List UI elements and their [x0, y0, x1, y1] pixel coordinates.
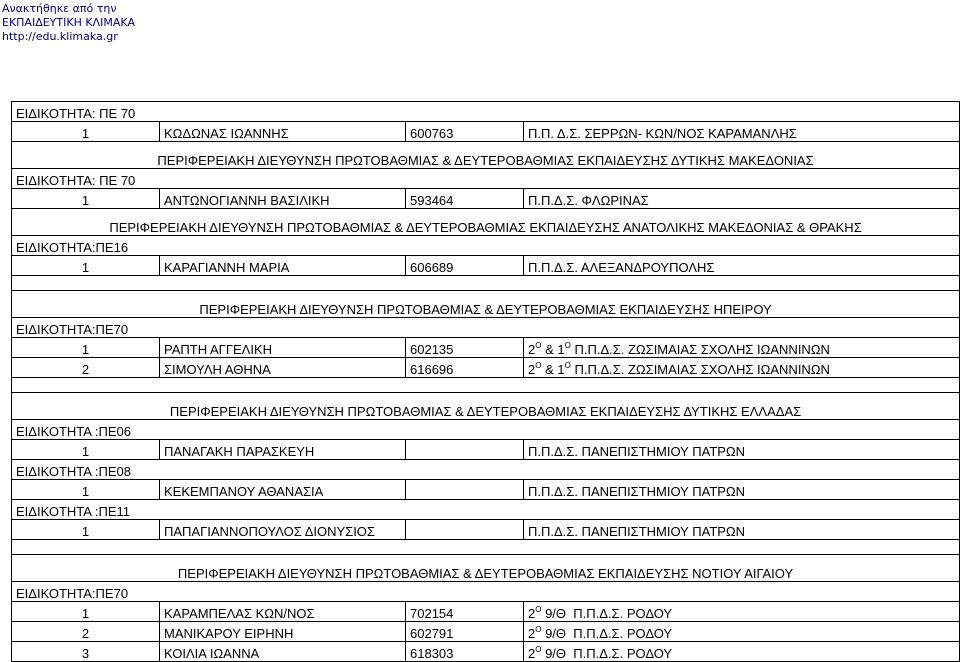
watermark-line-2: ΕΚΠΑΙΔΕΥΤΙΚΗ ΚΛΙΜΑΚΑ — [2, 16, 136, 29]
school-name: Π.Π.Δ.Σ. ΦΛΩΡΙΝΑΣ — [524, 189, 960, 209]
school-name: Π.Π. Δ.Σ. ΣΕΡΡΩΝ- ΚΩΝ/ΝΟΣ ΚΑΡΑΜΑΝΛΗΣ — [524, 122, 960, 142]
school-name: $2^O$ 9/Θ Π.Π.Δ.Σ. ΡΟΔΟΥ — [524, 622, 960, 642]
specialty-row — [12, 582, 960, 602]
row-number: 1 — [12, 480, 160, 500]
source-watermark — [2, 2, 135, 44]
school-name: Π.Π.Δ.Σ. ΠΑΝΕΠΙΣΤΗΜΙΟΥ ΠΑΤΡΩΝ — [524, 520, 960, 540]
row-number: 1 — [12, 189, 160, 209]
specialty-label: ΕΙΔΙΚΟΤΗΤΑ: ΠΕ 70 — [12, 169, 960, 189]
watermark-line-3[interactable]: http://edu.klimaka.gr — [2, 30, 118, 43]
table-row — [12, 338, 960, 358]
teacher-name: ΚΑΡΑΓΙΑΝΝΗ ΜΑΡΙΑ — [160, 256, 406, 276]
school-name: Π.Π.Δ.Σ. ΠΑΝΕΠΙΣΤΗΜΙΟΥ ΠΑΤΡΩΝ — [524, 480, 960, 500]
table-row — [12, 358, 960, 378]
region-row — [12, 142, 960, 169]
teacher-name: ΚΩΔΩΝΑΣ ΙΩΑΝΝΗΣ — [160, 122, 406, 142]
table-row — [12, 480, 960, 500]
region-row — [12, 209, 960, 236]
teacher-name: ΣΙΜΟΥΛΗ ΑΘΗΝΑ — [160, 358, 406, 378]
registry-code — [406, 520, 524, 540]
blank-row — [12, 276, 960, 291]
table-row — [12, 642, 960, 662]
table-row — [12, 602, 960, 622]
region-row — [12, 393, 960, 420]
registry-code: 702154 — [406, 602, 524, 622]
specialty-row — [12, 500, 960, 520]
registry-code: 606689 — [406, 256, 524, 276]
teacher-name: ΜΑΝΙΚΑΡΟΥ ΕΙΡΗΝΗ — [160, 622, 406, 642]
specialty-row — [12, 102, 960, 122]
teacher-name: ΚΑΡΑΜΠΕΛΑΣ ΚΩΝ/ΝΟΣ — [160, 602, 406, 622]
table-row — [12, 256, 960, 276]
region-row — [12, 555, 960, 582]
registry-code: 602135 — [406, 338, 524, 358]
school-name: Π.Π.Δ.Σ. ΑΛΕΞΑΝΔΡΟΥΠΟΛΗΣ — [524, 256, 960, 276]
specialty-label: ΕΙΔΙΚΟΤΗΤΑ:ΠΕ70 — [12, 318, 960, 338]
registry-code: 616696 — [406, 358, 524, 378]
specialty-row — [12, 420, 960, 440]
specialty-label: ΕΙΔΙΚΟΤΗΤΑ :ΠΕ06 — [12, 420, 960, 440]
row-number: 1 — [12, 440, 160, 460]
row-number: 1 — [12, 122, 160, 142]
specialty-row — [12, 460, 960, 480]
row-number: 2 — [12, 622, 160, 642]
region-heading: ΠΕΡΙΦΕΡΕΙΑΚΗ ΔΙΕΥΘΥΝΣΗ ΠΡΩΤΟΒΑΘΜΙΑΣ & ΔΕΥΤΕΡΟΒΑΘΜΙΑΣ ΕΚΠΑΙΔΕΥΣΗΣ ΝΟΤΙΟΥ ΑΙΓΑΙΟΥ — [12, 555, 960, 582]
row-number: 1 — [12, 520, 160, 540]
registry-code: 600763 — [406, 122, 524, 142]
teacher-name: ΠΑΝΑΓΑΚΗ ΠΑΡΑΣΚΕΥΗ — [160, 440, 406, 460]
school-name: $2^O$ 9/Θ Π.Π.Δ.Σ. ΡΟΔΟΥ — [524, 642, 960, 662]
school-name: $2^O$ & $1^O$ Π.Π.Δ.Σ. ΖΩΣΙΜΑΙΑΣ ΣΧΟΛΗΣ ΙΩΑΝΝΙΝΩΝ — [524, 358, 960, 378]
appointments-table — [11, 101, 960, 662]
region-heading: ΠΕΡΙΦΕΡΕΙΑΚΗ ΔΙΕΥΘΥΝΣΗ ΠΡΩΤΟΒΑΘΜΙΑΣ & ΔΕΥΤΕΡΟΒΑΘΜΙΑΣ ΕΚΠΑΙΔΕΥΣΗΣ ΔΥΤΙΚΗΣ ΜΑΚΕΔΟΝΙΑΣ — [12, 142, 960, 169]
registry-code: 593464 — [406, 189, 524, 209]
teacher-name: ΡΑΠΤΗ ΑΓΓΕΛΙΚΗ — [160, 338, 406, 358]
registry-code — [406, 480, 524, 500]
row-number: 3 — [12, 642, 160, 662]
teacher-name: ΚΕΚΕΜΠΑΝΟΥ ΑΘΑΝΑΣΙΑ — [160, 480, 406, 500]
specialty-label: ΕΙΔΙΚΟΤΗΤΑ:ΠΕ70 — [12, 582, 960, 602]
region-heading: ΠΕΡΙΦΕΡΕΙΑΚΗ ΔΙΕΥΘΥΝΣΗ ΠΡΩΤΟΒΑΘΜΙΑΣ & ΔΕΥΤΕΡΟΒΑΘΜΙΑΣ ΕΚΠΑΙΔΕΥΣΗΣ ΔΥΤΙΚΗΣ ΕΛΛΑΔΑΣ — [12, 393, 960, 420]
teacher-name: ΠΑΠΑΓΙΑΝΝΟΠΟΥΛΟΣ ΔΙΟΝΥΣΙΟΣ — [160, 520, 406, 540]
registry-code: 602791 — [406, 622, 524, 642]
specialty-row — [12, 318, 960, 338]
blank-cell — [12, 276, 960, 291]
specialty-label: ΕΙΔΙΚΟΤΗΤΑ: ΠΕ 70 — [12, 102, 960, 122]
teacher-name: ΑΝΤΩΝΟΓΙΑΝΝΗ ΒΑΣΙΛΙΚΗ — [160, 189, 406, 209]
school-name: $2^O$ & $1^O$ Π.Π.Δ.Σ. ΖΩΣΙΜΑΙΑΣ ΣΧΟΛΗΣ ΙΩΑΝΝΙΝΩΝ — [524, 338, 960, 358]
blank-row — [12, 378, 960, 393]
watermark-line-1: Ανακτήθηκε από την — [2, 2, 117, 15]
specialty-row — [12, 236, 960, 256]
row-number: 1 — [12, 602, 160, 622]
specialty-row — [12, 169, 960, 189]
row-number: 2 — [12, 358, 160, 378]
blank-row — [12, 540, 960, 555]
specialty-label: ΕΙΔΙΚΟΤΗΤΑ :ΠΕ08 — [12, 460, 960, 480]
table-row — [12, 189, 960, 209]
row-number: 1 — [12, 338, 160, 358]
table-row — [12, 622, 960, 642]
teacher-name: ΚΟΙΛΙΑ ΙΩΑΝΝΑ — [160, 642, 406, 662]
registry-code — [406, 440, 524, 460]
registry-code: 618303 — [406, 642, 524, 662]
school-name: Π.Π.Δ.Σ. ΠΑΝΕΠΙΣΤΗΜΙΟΥ ΠΑΤΡΩΝ — [524, 440, 960, 460]
specialty-label: ΕΙΔΙΚΟΤΗΤΑ :ΠΕ11 — [12, 500, 960, 520]
table-row — [12, 520, 960, 540]
region-row — [12, 291, 960, 318]
school-name: $2^O$ 9/Θ Π.Π.Δ.Σ. ΡΟΔΟΥ — [524, 602, 960, 622]
region-heading: ΠΕΡΙΦΕΡΕΙΑΚΗ ΔΙΕΥΘΥΝΣΗ ΠΡΩΤΟΒΑΘΜΙΑΣ & ΔΕΥΤΕΡΟΒΑΘΜΙΑΣ ΕΚΠΑΙΔΕΥΣΗΣ ΗΠΕΙΡΟΥ — [12, 291, 960, 318]
table-row — [12, 122, 960, 142]
table-row — [12, 440, 960, 460]
row-number: 1 — [12, 256, 160, 276]
region-heading: ΠΕΡΙΦΕΡΕΙΑΚΗ ΔΙΕΥΘΥΝΣΗ ΠΡΩΤΟΒΑΘΜΙΑΣ & ΔΕΥΤΕΡΟΒΑΘΜΙΑΣ ΕΚΠΑΙΔΕΥΣΗΣ ΑΝΑΤΟΛΙΚΗΣ ΜΑΚΕΔΟΝΙΑΣ & ΘΡΑΚΗΣ — [12, 209, 960, 236]
blank-cell — [12, 540, 960, 555]
blank-cell — [12, 378, 960, 393]
specialty-label: ΕΙΔΙΚΟΤΗΤΑ:ΠΕ16 — [12, 236, 960, 256]
